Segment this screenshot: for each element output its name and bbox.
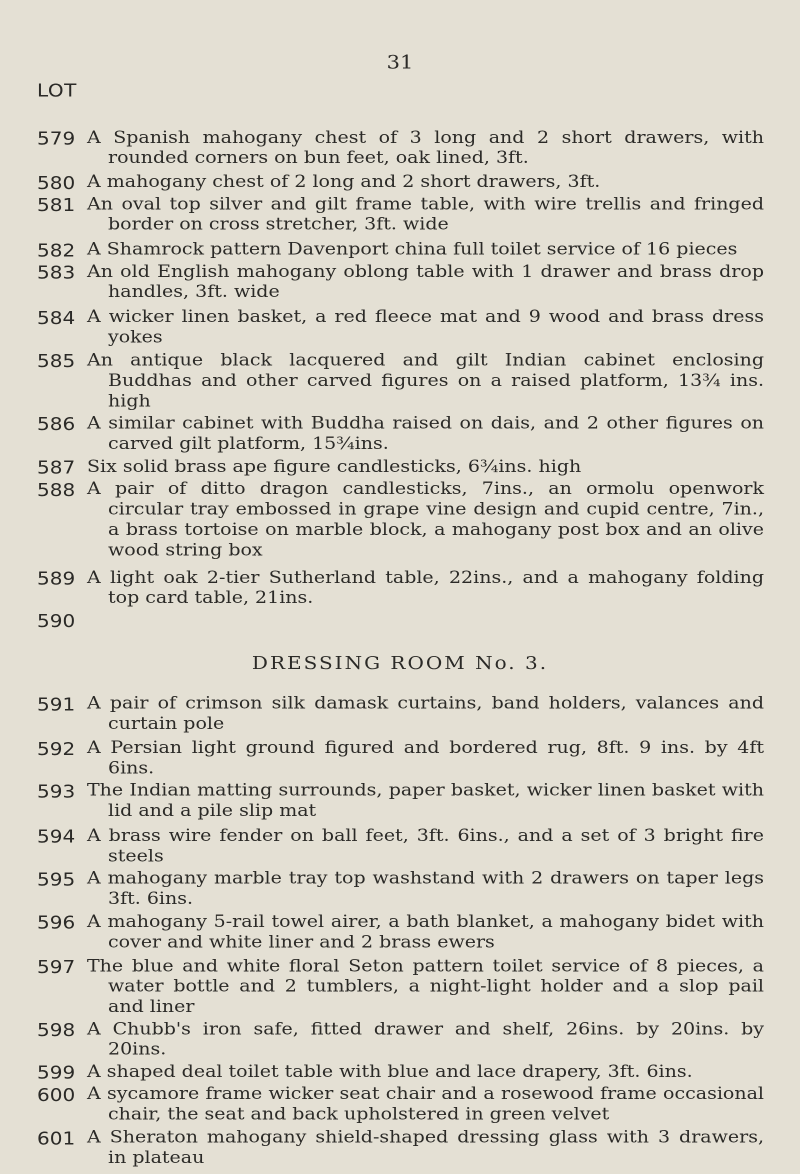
- lot-description: A Spanish mahogany chest of 3 long and 2 short drawers, with rounded corners on bun feet, oak lined, 3ft.: [87, 127, 764, 168]
- lot-description: A Sheraton mahogany shield-shaped dressing glass with 3 drawers, in plateau: [87, 1127, 764, 1168]
- lot-description: A sycamore frame wicker seat chair and a rosewood frame occasional chair, the seat and back upholstered in green velvet: [87, 1083, 764, 1124]
- lot-number: 587: [37, 456, 76, 479]
- lot-number: 590: [37, 610, 76, 632]
- lot-column-header: LOT: [37, 79, 77, 102]
- lot-number: 591: [37, 693, 76, 715]
- lot-description: A mahogany chest of 2 long and 2 short drawers, 3ft.: [87, 172, 601, 192]
- page-number: 31: [386, 51, 414, 73]
- lot-number: 598: [37, 1019, 76, 1041]
- lot-number: 582: [37, 239, 76, 261]
- lot-description: A Chubb's iron safe, fitted drawer and shelf, 26ins. by 20ins. by 20ins.: [87, 1019, 764, 1060]
- lot-description: Six solid brass ape figure candlesticks, 6¾ins. high: [87, 456, 582, 477]
- lot-description: A mahogany 5-rail towel airer, a bath blanket, a mahogany bidet with cover and white liner and 2 brass ewers: [87, 911, 764, 952]
- lot-description: An antique black lacquered and gilt Indian cabinet enclosing Buddhas and other carved figures on a raised platform, 13¾ ins. high: [87, 350, 764, 411]
- lot-description: A pair of ditto dragon candlesticks, 7ins., an ormolu openwork circular tray embossed in grape vine design and cupid centre, 7in., a brass tortoise on marble block, a mahogany post box and an olive wood string box: [87, 478, 764, 560]
- lot-number: 584: [37, 306, 76, 329]
- lot-description: A pair of crimson silk damask curtains, band holders, valances and curtain pole: [87, 693, 764, 734]
- lot-number: 589: [37, 567, 76, 589]
- lot-description: A Shamrock pattern Davenport china full toilet service of 16 pieces: [87, 239, 738, 260]
- lot-number: 596: [37, 911, 76, 934]
- lot-number: 586: [37, 413, 76, 435]
- lot-number: 579: [37, 127, 76, 150]
- lot-number: 601: [37, 1127, 76, 1149]
- lot-description: An old English mahogany oblong table with 1 drawer and brass drop handles, 3ft. wide: [87, 261, 764, 302]
- lot-number: 588: [37, 478, 76, 501]
- lot-number: 600: [37, 1083, 76, 1106]
- lot-description: A wicker linen basket, a red fleece mat and 9 wood and brass dress yokes: [87, 306, 764, 347]
- lot-number: 592: [37, 738, 76, 760]
- lot-description: A similar cabinet with Buddha raised on dais, and 2 other figures on carved gilt platform, 15¾ins.: [87, 413, 764, 454]
- lot-description: A Persian light ground figured and bordered rug, 8ft. 9 ins. by 4ft 6ins.: [87, 738, 764, 778]
- lot-number: 594: [37, 825, 76, 848]
- lot-description: A light oak 2-tier Sutherland table, 22ins., and a mahogany folding top card table, 21ins.: [87, 567, 764, 608]
- lot-description: A shaped deal toilet table with blue and lace drapery, 3ft. 6ins.: [87, 1061, 693, 1082]
- lot-number: 593: [37, 780, 76, 802]
- lot-number: 583: [37, 261, 76, 283]
- lot-number: 580: [37, 172, 76, 194]
- lot-number: 595: [37, 868, 76, 890]
- lot-description: The Indian matting surrounds, paper basket, wicker linen basket with lid and a pile slip mat: [87, 780, 764, 821]
- lot-number: 597: [37, 956, 76, 978]
- lot-description: An oval top silver and gilt frame table, with wire trellis and fringed border on cross stretcher, 3ft. wide: [87, 194, 764, 235]
- lot-description: The blue and white floral Seton pattern toilet service of 8 pieces, a water bottle and 2 tumblers, a night-light holder and a slop pail and liner: [87, 956, 764, 1017]
- lot-number: 599: [37, 1061, 76, 1084]
- lot-description: A brass wire fender on ball feet, 3ft. 6ins., and a set of 3 bright fire steels: [87, 825, 764, 866]
- lot-number: 581: [37, 194, 76, 216]
- lot-number: 585: [37, 350, 76, 372]
- lot-description: A mahogany marble tray top washstand with 2 drawers on taper legs 3ft. 6ins.: [87, 868, 764, 909]
- section-heading: DRESSING ROOM No. 3.: [251, 651, 549, 674]
